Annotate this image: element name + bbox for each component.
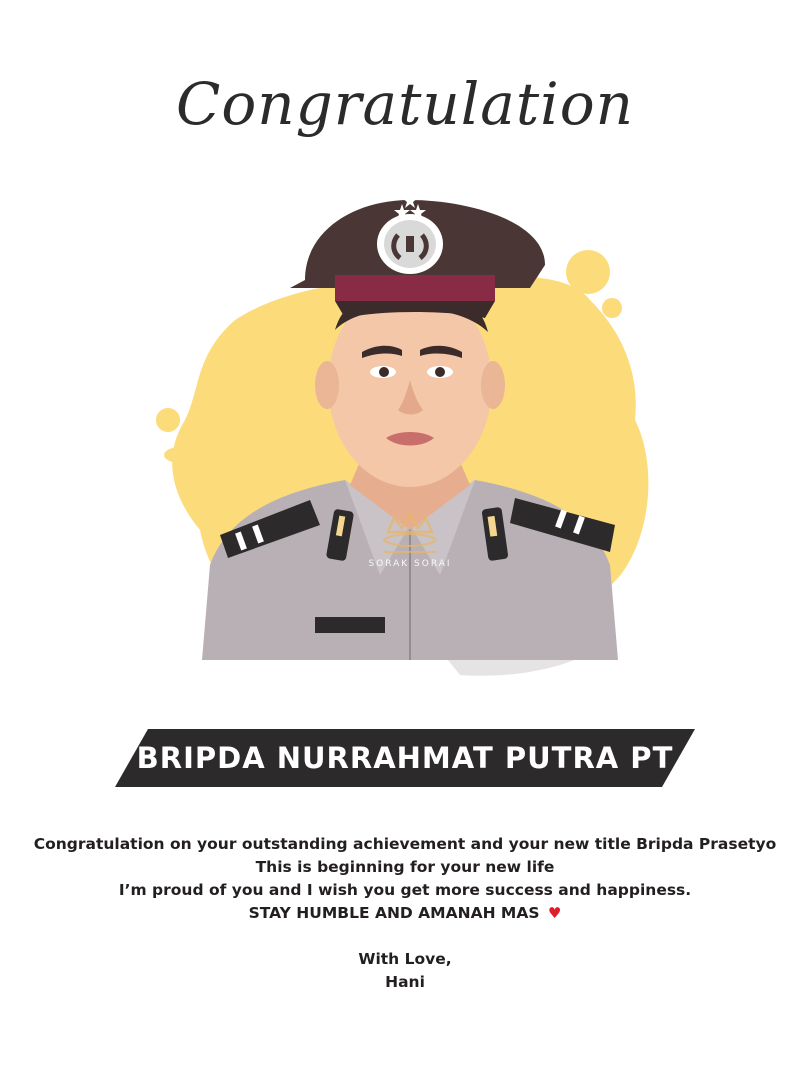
congratulation-heading: Congratulation — [175, 70, 634, 138]
signature: Hani — [385, 973, 425, 991]
message-line-4 — [0, 902, 810, 925]
message-line-3: I’m proud of you and I wish you get more success and happiness. — [118, 881, 692, 899]
message-line-1: Congratulation on your outstanding achievement and your new title Bripda Prasetyo — [33, 835, 777, 853]
message-block — [0, 833, 810, 994]
spacer — [0, 925, 810, 948]
heart-icon: ♥ — [547, 904, 562, 922]
message-line-2: This is beginning for your new life — [255, 858, 555, 876]
watermark-text: SORAK SORAI — [368, 559, 452, 569]
closing: With Love, — [358, 950, 452, 968]
portrait-illustration — [140, 180, 680, 690]
message-line-4-text: STAY HUMBLE AND AMANAH MAS — [248, 904, 540, 922]
recipient-name: BRIPDA NURRAHMAT PUTRA PT — [136, 741, 674, 775]
